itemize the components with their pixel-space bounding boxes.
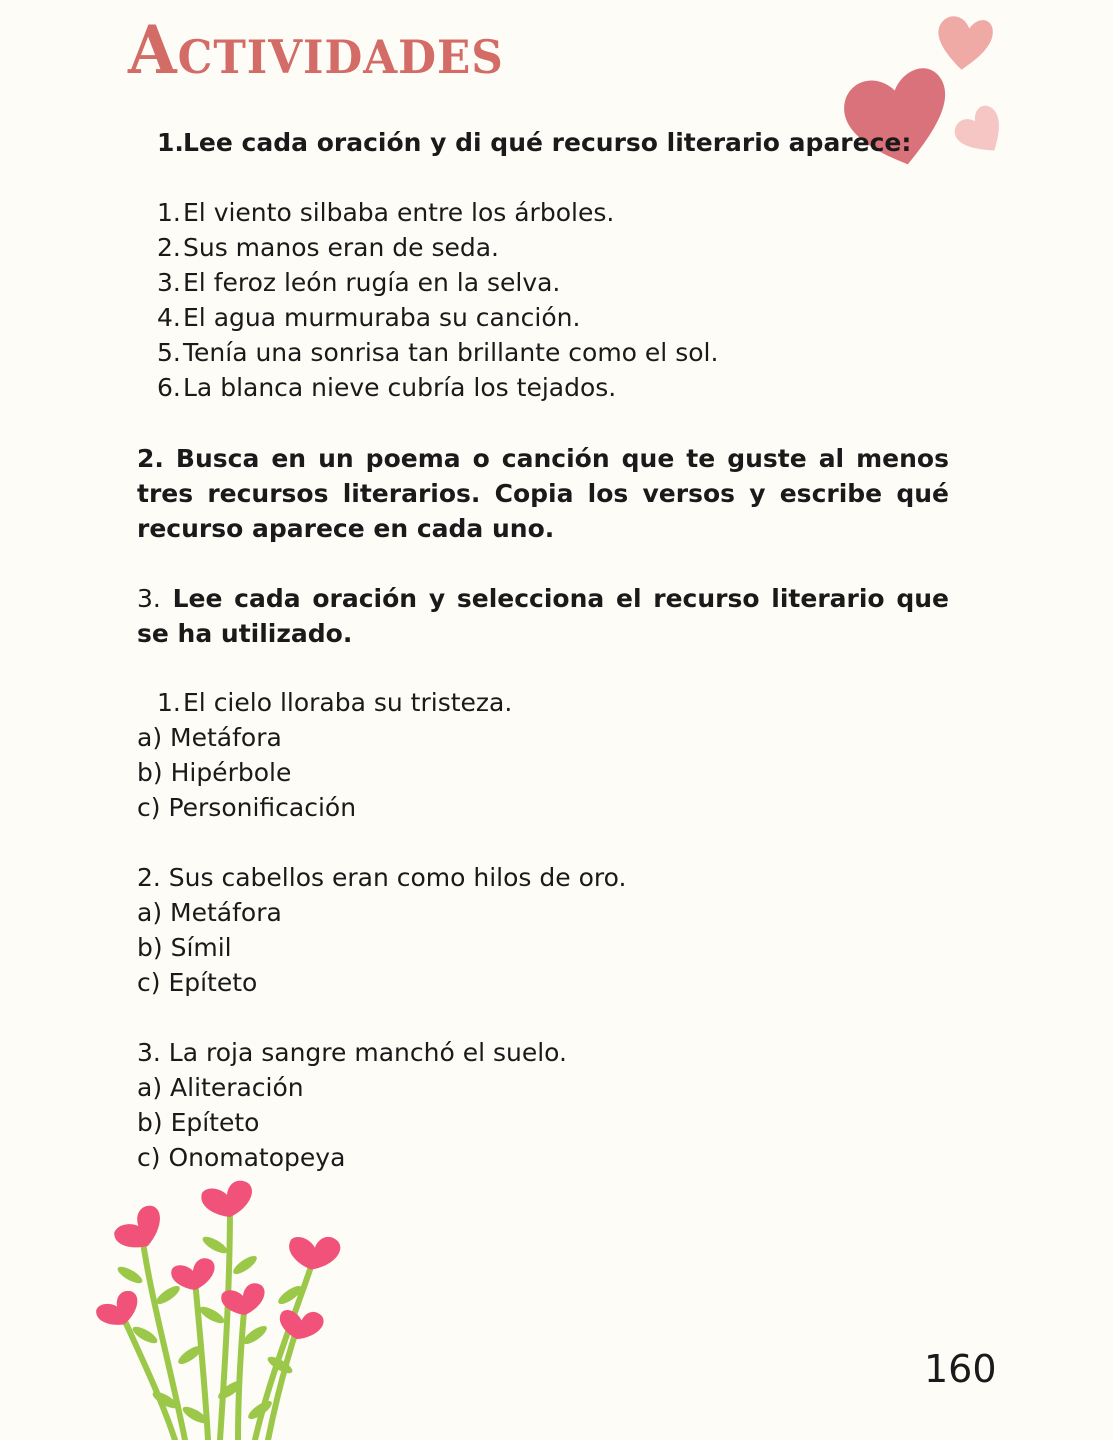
option-item: b) Epíteto — [137, 1108, 260, 1137]
activity1-heading — [157, 126, 911, 160]
activity1-prompt: Lee cada oración y di qué recurso literario aparece: — [183, 128, 912, 157]
list-item: 3.El feroz león rugía en la selva. — [157, 268, 561, 297]
option-item: c) Epíteto — [137, 968, 258, 997]
option-item: c) Personificación — [137, 793, 357, 822]
option-item: c) Onomatopeya — [137, 1143, 346, 1172]
activity3-number: 3. — [137, 584, 161, 613]
option-item: b) Símil — [137, 933, 232, 962]
list-item: 1.El viento silbaba entre los árboles. — [157, 198, 615, 227]
option-item: a) Aliteración — [137, 1073, 304, 1102]
list-item: 6.La blanca nieve cubría los tejados. — [157, 373, 617, 402]
heart-small-icon — [950, 102, 1013, 165]
list-item: 4.El agua murmuraba su canción. — [157, 303, 581, 332]
list-item: 5.Tenía una sonrisa tan brillante como el sol. — [157, 338, 719, 367]
list-item: 2.Sus manos eran de seda. — [157, 233, 499, 262]
activity3-prompt: Lee cada oración y selecciona el recurso literario que se ha utilizado. — [137, 584, 949, 648]
option-item: a) Metáfora — [137, 898, 282, 927]
activity1-number: 1. — [157, 128, 184, 157]
page-number: 160 — [924, 1347, 997, 1391]
question-1-sentence: 1.El cielo lloraba su tristeza. — [157, 688, 513, 717]
flowers-decoration — [90, 1175, 360, 1440]
heart-top-icon — [934, 14, 995, 73]
page-title: Actividades — [128, 11, 504, 89]
activity2-prompt: 2. Busca en un poema o canción que te guste al menos tres recursos literarios. Copia los versos y escribe qué recurso aparece en cada uno. — [137, 444, 949, 543]
question-3-sentence: 3. La roja sangre manchó el suelo. — [137, 1038, 567, 1067]
option-item: b) Hipérbole — [137, 758, 292, 787]
activity3-heading — [137, 581, 949, 651]
option-item: a) Metáfora — [137, 723, 282, 752]
question-2-sentence: 2. Sus cabellos eran como hilos de oro. — [137, 863, 627, 892]
